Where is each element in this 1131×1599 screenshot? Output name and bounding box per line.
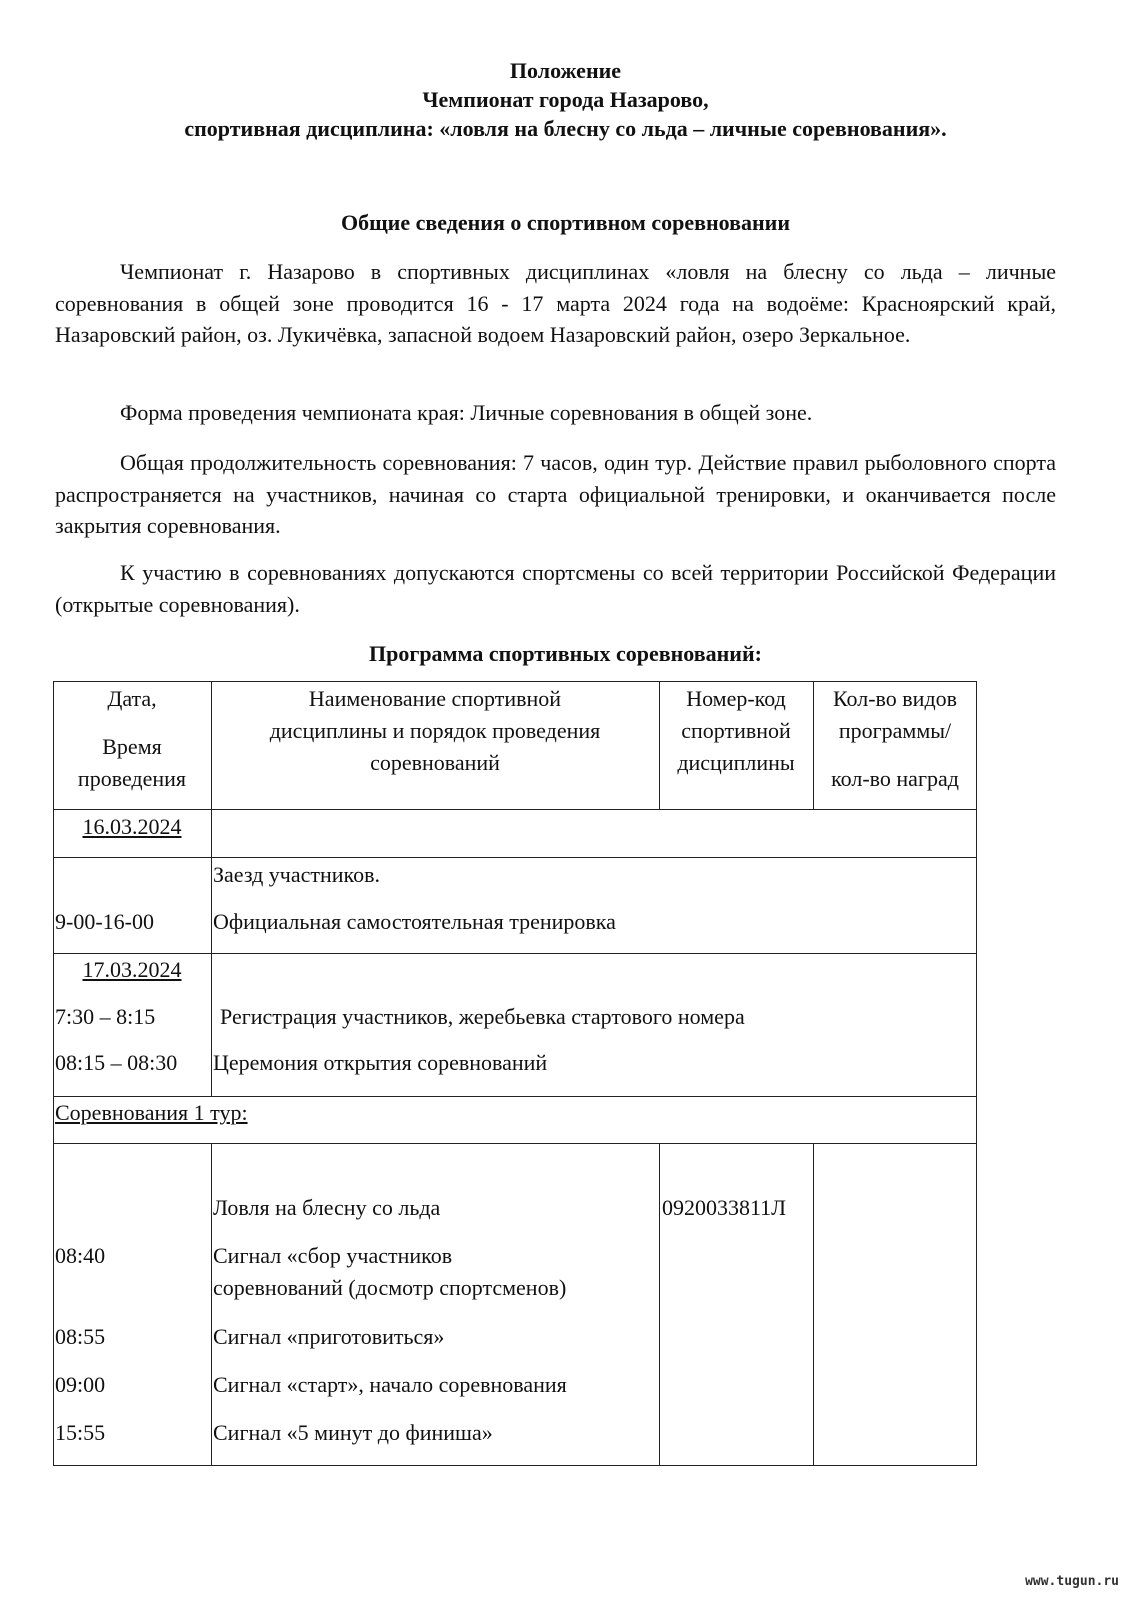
title-line-2: Чемпионат города Назарово,: [422, 87, 709, 112]
header-discipline: Наименование спортивной дисциплины и порядок проведения соревнований: [269, 686, 601, 775]
paragraph-venue: Чемпионат г. Назарово в спортивных дисциплинах «ловля на блесну со льда – личные соревнования в общей зоне проводится 16 - 17 марта 2024 года на водоёме: Красноярский край, Назаровский район, оз. Лукичёвка, запасной водоем Назаровский район, озеро Зеркальное.: [55, 259, 1056, 347]
date-day2: 17.03.2024: [82, 957, 182, 982]
signal-time-finish: 15:55: [55, 1420, 106, 1445]
table-border-right: [976, 681, 977, 1466]
table-row-divider: [53, 809, 977, 810]
table-col-divider: [659, 1143, 660, 1466]
signal-time-ready: 08:55: [55, 1324, 106, 1349]
title-line-1: Положение: [509, 58, 622, 83]
day1-time: 9-00-16-00: [55, 909, 154, 934]
table-row-divider: [53, 1143, 977, 1144]
title-line-3: спортивная дисциплина: «ловля на блесну со льда – личные соревнования».: [184, 116, 947, 141]
watermark: www.tugun.ru: [1025, 1574, 1119, 1589]
header-code: Номер-код спортивной дисциплины: [677, 686, 795, 775]
table-col-divider: [813, 1143, 814, 1466]
signal-start: Сигнал «старт», начало соревнования: [213, 1372, 567, 1397]
day2-registration: Регистрация участников, жеребьевка стартового номера: [220, 1004, 745, 1029]
header-programs-awards: Кол-во видов программы/ кол-во наград: [831, 686, 959, 791]
table-border-left: [53, 681, 54, 1466]
table-row-divider: [53, 857, 977, 858]
day2-opening: Церемония открытия соревнований: [213, 1050, 548, 1075]
day2-time-2: 08:15 – 08:30: [55, 1050, 178, 1075]
program-heading: Программа спортивных соревнований:: [368, 641, 762, 666]
discipline-code: 0920033811Л: [662, 1195, 787, 1220]
round-label: Соревнования 1 тур:: [55, 1100, 248, 1125]
signal-gather: Сигнал «сбор участников соревнований (досмотр спортсменов): [213, 1243, 567, 1300]
table-col-divider: [211, 1143, 212, 1466]
paragraph-form: Форма проведения чемпионата края: Личные соревнования в общей зоне.: [120, 400, 813, 425]
signal-ready: Сигнал «приготовиться»: [213, 1324, 445, 1349]
signal-time-start: 09:00: [55, 1372, 106, 1397]
header-date-time: Дата, Время проведения: [77, 686, 187, 791]
paragraph-eligibility: К участию в соревнованиях допускаются спортсмены со всей территории Российской Федерации (открытые соревнования).: [55, 560, 1056, 617]
table-border-top: [53, 681, 977, 682]
signal-finish: Сигнал «5 минут до финиша»: [213, 1420, 493, 1445]
program-table: [53, 681, 977, 1466]
general-info-heading: Общие сведения о спортивном соревновании: [340, 210, 791, 235]
date-day1: 16.03.2024: [82, 814, 182, 839]
signal-time-gather: 08:40: [55, 1243, 106, 1268]
paragraph-duration: Общая продолжительность соревнования: 7 часов, один тур. Действие правил рыболовного спорта распространяется на участников, начиная со старта официальной тренировки, и оканчивается после закрытия соревнования.: [55, 450, 1056, 538]
day2-time-1: 7:30 – 8:15: [55, 1004, 156, 1029]
day1-training: Официальная самостоятельная тренировка: [213, 909, 616, 934]
day1-arrival: Заезд участников.: [213, 862, 381, 887]
competition-discipline: Ловля на блесну со льда: [213, 1195, 441, 1220]
table-border-bottom: [53, 1465, 977, 1466]
document-title: [0, 56, 1131, 143]
